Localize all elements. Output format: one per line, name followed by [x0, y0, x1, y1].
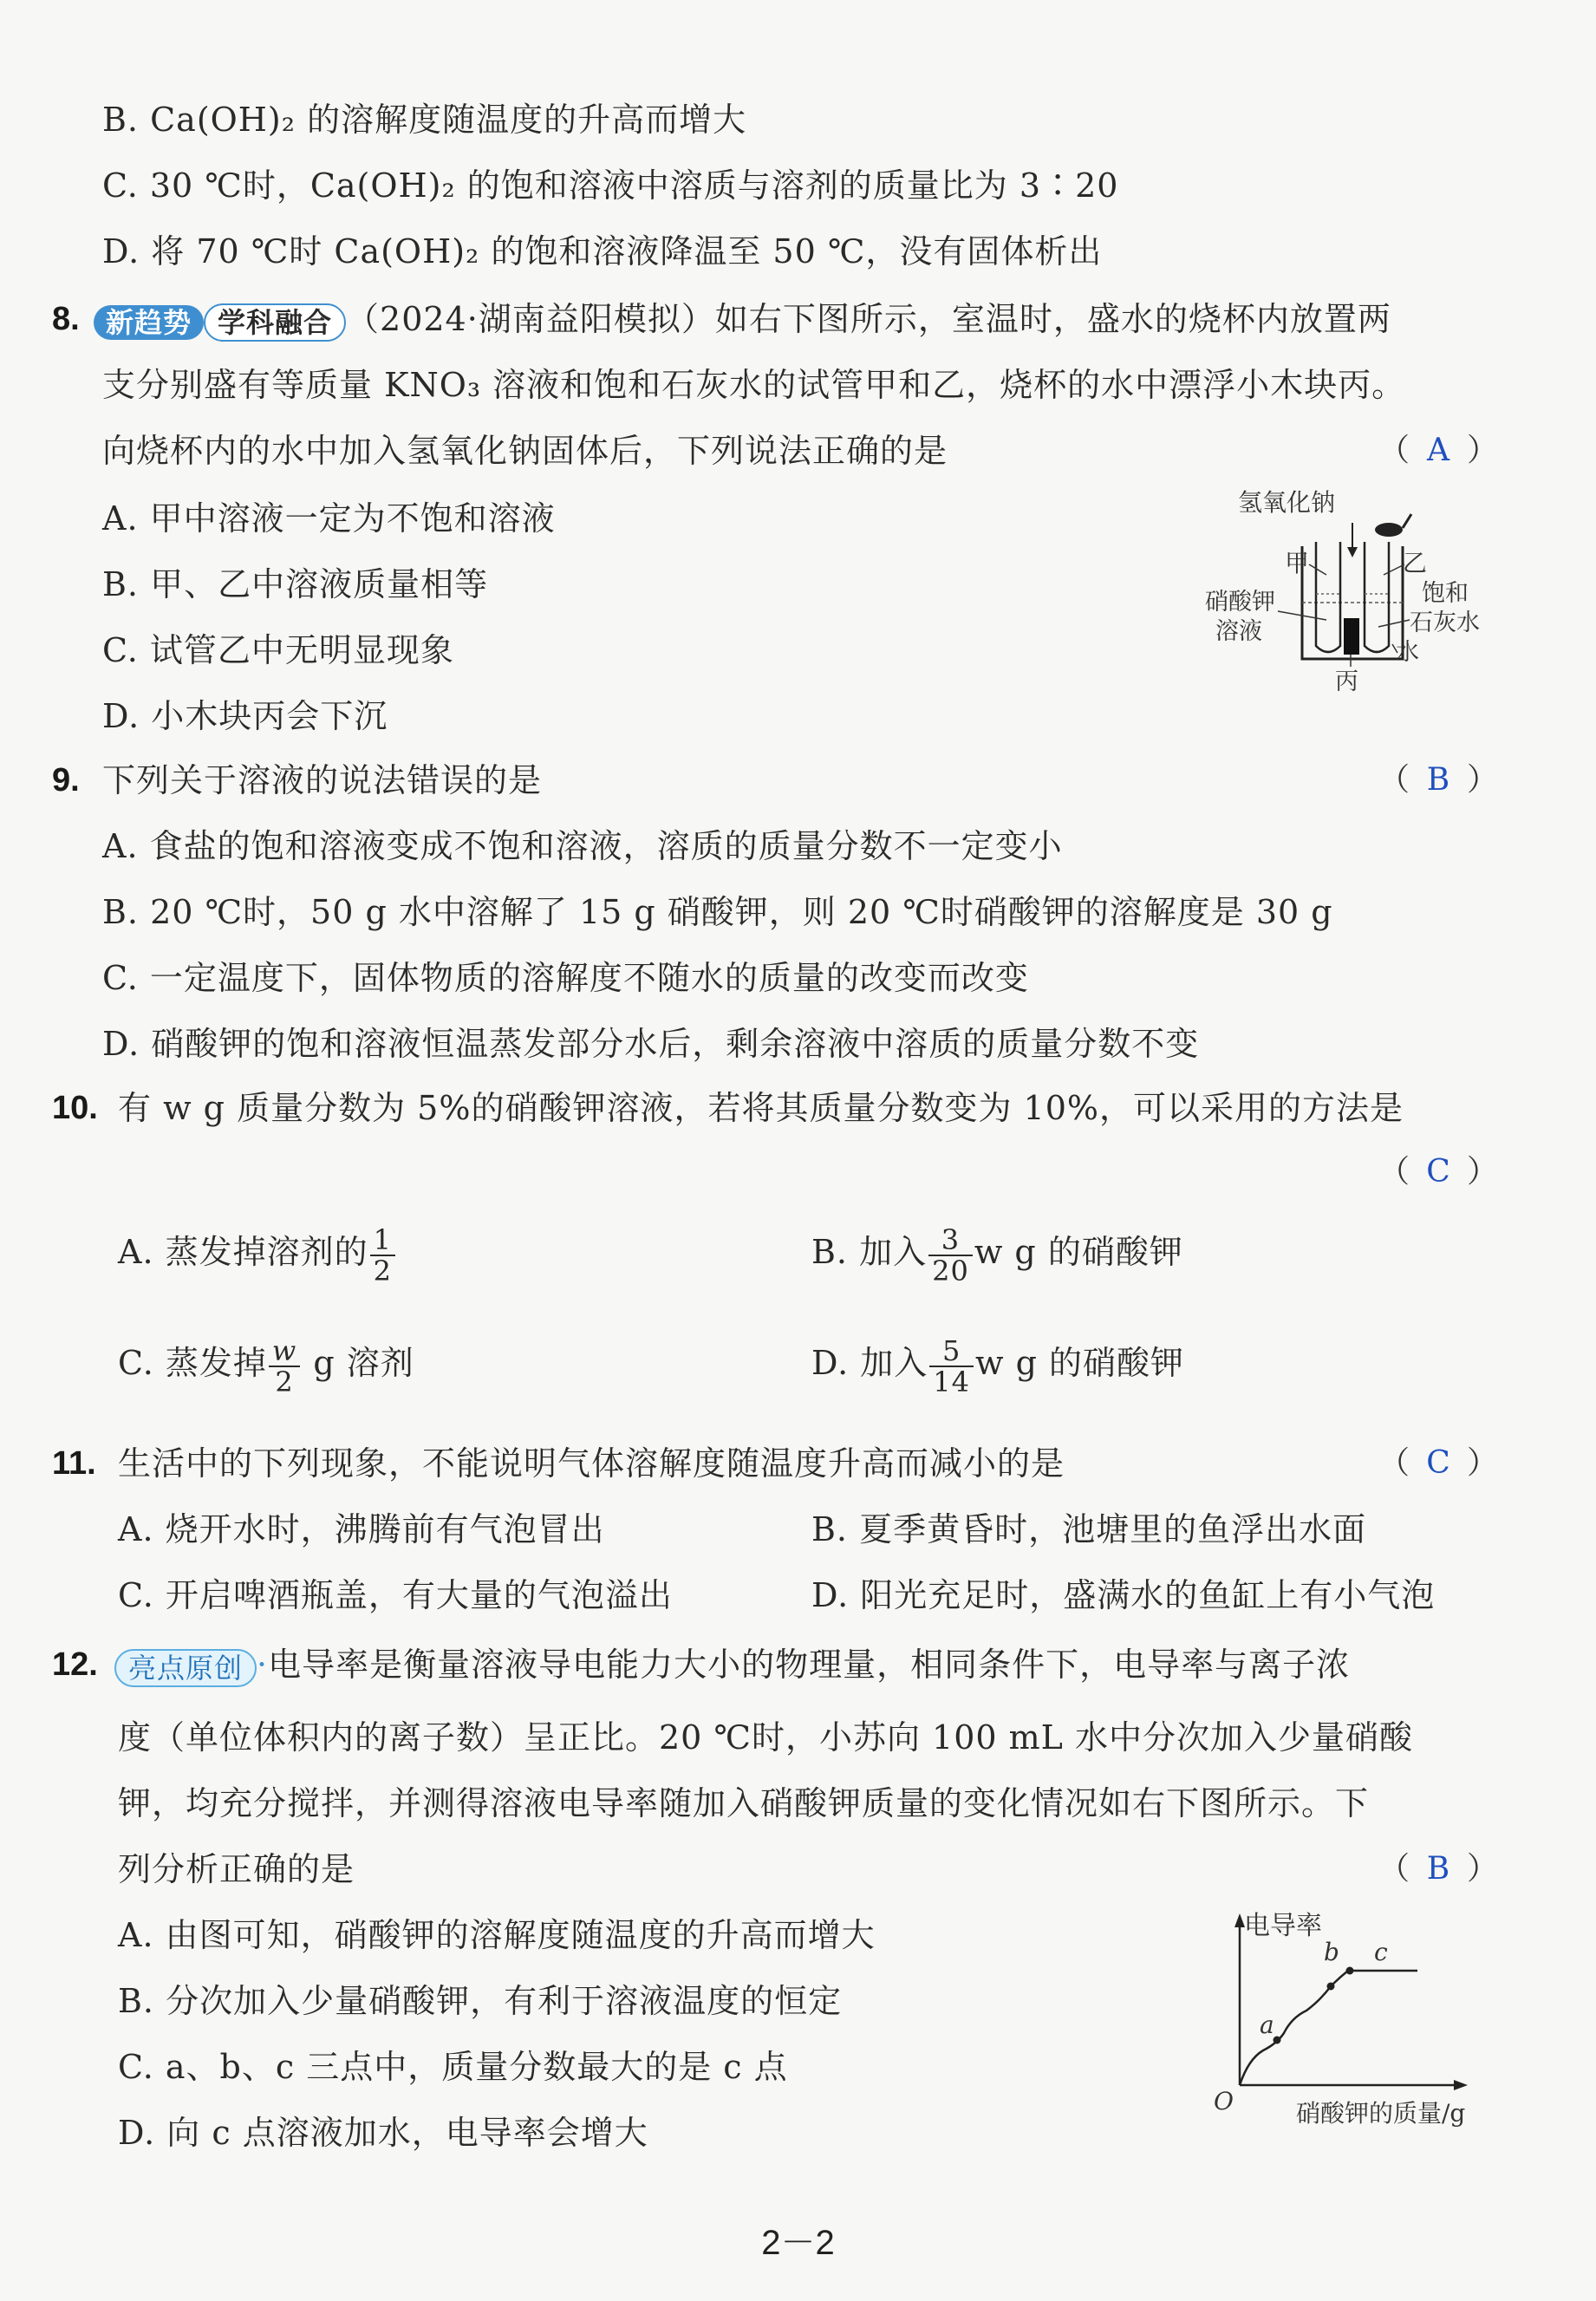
q9-option-c: C. 一定温度下，固体物质的溶解度不随水的质量的改变而改变	[102, 959, 1029, 997]
q10-stem: 有 w g 质量分数为 5%的硝酸钾溶液，若将其质量分数变为 10%，可以采用的方法是	[118, 1089, 1404, 1127]
q11-option-a: A. 烧开水时，沸腾前有气泡冒出	[118, 1510, 605, 1548]
jia-label: 甲	[1285, 549, 1310, 577]
q10-answer-letter: C	[1426, 1154, 1450, 1190]
point-b-label: b	[1324, 1938, 1339, 1966]
point-c-start	[1346, 1967, 1354, 1975]
kno3-label-1: 硝酸钾	[1205, 589, 1275, 616]
test-tube-yi	[1365, 542, 1389, 652]
q9-answer: （ B ）	[1378, 759, 1498, 801]
q9-stem: 下列关于溶液的说法错误的是	[102, 761, 543, 799]
q12-conductivity-graph	[1209, 1903, 1504, 2133]
q8-option-d: D. 小木块丙会下沉	[102, 697, 388, 735]
x-axis-label: 硝酸钾的质量/g	[1296, 2099, 1466, 2128]
q11-option-b: B. 夏季黄昏时，池塘里的鱼浮出水面	[811, 1510, 1367, 1548]
q12-answer-letter: B	[1426, 1851, 1450, 1887]
q12-number: 12.	[52, 1646, 98, 1683]
q12-stem-line4: 列分析正确的是	[118, 1850, 355, 1888]
q9-option-a: A. 食盐的饱和溶液变成不饱和溶液，溶质的质量分数不一定变小	[102, 827, 1063, 865]
q12-stem-line3: 钾，均充分搅拌，并测得溶液电导率随加入硝酸钾质量的变化情况如右下图所示。下	[118, 1784, 1370, 1822]
spoon-icon	[1375, 523, 1403, 537]
y-axis-label: 电导率	[1244, 1911, 1322, 1941]
q12-option-c: C. a、b、c 三点中，质量分数最大的是 c 点	[118, 2048, 788, 2086]
q12-line1: 亮点原创 ·电导率是衡量溶液导电能力大小的物理量，相同条件下，电导率与离子浓	[114, 1644, 1350, 1687]
q7-option-d: D. 将 70 ℃时 Ca(OH)₂ 的饱和溶液降温至 50 ℃，没有固体析出	[102, 232, 1103, 271]
origin-label: O	[1214, 2087, 1234, 2115]
q8-stem-line3: 向烧杯内的水中加入氢氧化钠固体后，下列说法正确的是	[102, 432, 948, 470]
q12-tag-original: 亮点原创	[114, 1649, 257, 1687]
q8-line1	[94, 298, 1391, 342]
point-a-label: a	[1260, 2011, 1274, 2039]
q11-number: 11.	[52, 1445, 96, 1482]
q12-stem-line2: 度（单位体积内的离子数）呈正比。20 ℃时，小苏向 100 mL 水中分次加入少量硝酸	[118, 1718, 1413, 1757]
point-b	[1327, 1983, 1335, 1991]
bing-label: 丙	[1335, 668, 1358, 695]
q9-number: 9.	[52, 762, 80, 799]
q12-stem-line1: 电导率是衡量溶液导电能力大小的物理量，相同条件下，电导率与离子浓	[268, 1646, 1351, 1684]
water-label: 水	[1396, 639, 1419, 666]
q11-option-d: D. 阳光充足时，盛满水的鱼缸上有小气泡	[811, 1576, 1436, 1614]
q11-answer: （ C ）	[1378, 1443, 1498, 1484]
q8-option-a: A. 甲中溶液一定为不饱和溶液	[102, 499, 556, 538]
kno3-label-2: 溶液	[1215, 618, 1262, 645]
q10-number: 10.	[52, 1090, 98, 1126]
q8-answer: （ A ）	[1378, 430, 1498, 472]
q8-option-b: B. 甲、乙中溶液质量相等	[102, 565, 489, 603]
q9-option-b: B. 20 ℃时，50 g 水中溶解了 15 g 硝酸钾，则 20 ℃时硝酸钾的溶解度是 30 g	[102, 893, 1333, 931]
q7-option-c: C. 30 ℃时，Ca(OH)₂ 的饱和溶液中溶质与溶剂的质量比为 3∶20	[102, 166, 1119, 205]
q12-option-b: B. 分次加入少量硝酸钾，有利于溶液温度的恒定	[118, 1982, 843, 2020]
q9-answer-letter: B	[1426, 762, 1450, 798]
q10-answer: （ C ）	[1378, 1151, 1498, 1193]
q10-option-c: C. 蒸发掉 $\frac{w}{2}$ g 溶剂	[118, 1333, 414, 1398]
q12-option-d: D. 向 c 点溶液加水，电导率会增大	[118, 2114, 648, 2152]
q8-answer-letter: A	[1427, 433, 1450, 468]
point-c-label: c	[1374, 1938, 1388, 1966]
q8-stem-line2: 支分别盛有等质量 KNO₃ 溶液和饱和石灰水的试管甲和乙，烧杯的水中漂浮小木块丙。	[102, 366, 1406, 404]
q12-answer: （ B ）	[1378, 1848, 1498, 1890]
q11-stem: 生活中的下列现象，不能说明气体溶解度随温度升高而减小的是	[118, 1444, 1065, 1483]
lime-label-1: 饱和	[1422, 580, 1469, 607]
q8-number: 8.	[52, 301, 80, 337]
q10-option-d: D. 加入 $\frac{5}{14}$ w g 的硝酸钾	[811, 1333, 1185, 1398]
lime-label-2: 石灰水	[1410, 609, 1480, 636]
q11-answer-letter: C	[1426, 1445, 1450, 1481]
q9-option-d: D. 硝酸钾的饱和溶液恒温蒸发部分水后，剩余溶液中溶质的质量分数不变	[102, 1025, 1200, 1063]
q8-stem-line1: （2024·湖南益阳模拟）如右下图所示，室温时，盛水的烧杯内放置两	[346, 300, 1391, 338]
q8-tag-new-trend: 新趋势	[94, 305, 204, 340]
yi-label: 乙	[1403, 549, 1428, 577]
q11-option-c: C. 开启啤酒瓶盖，有大量的气泡溢出	[118, 1576, 673, 1614]
test-tube-jia	[1316, 542, 1340, 652]
q8-tag-discipline: 学科融合	[204, 303, 346, 342]
point-a	[1274, 2037, 1281, 2044]
naoh-label: 氢氧化钠	[1238, 488, 1336, 517]
q7-option-b: B. Ca(OH)₂ 的溶解度随温度的升高而增大	[102, 101, 747, 139]
wood-block-bing	[1344, 618, 1359, 655]
q8-beaker-figure	[1205, 481, 1500, 698]
q10-option-b: B. 加入 $\frac{3}{20}$ w g 的硝酸钾	[811, 1222, 1183, 1287]
q10-option-a: A. 蒸发掉溶剂的 $\frac{1}{2}$	[118, 1221, 397, 1286]
q8-option-c: C. 试管乙中无明显现象	[102, 631, 454, 669]
page-number: 2－2	[761, 2224, 835, 2262]
q12-option-a: A. 由图可知，硝酸钾的溶解度随温度的升高而增大	[118, 1916, 876, 1954]
